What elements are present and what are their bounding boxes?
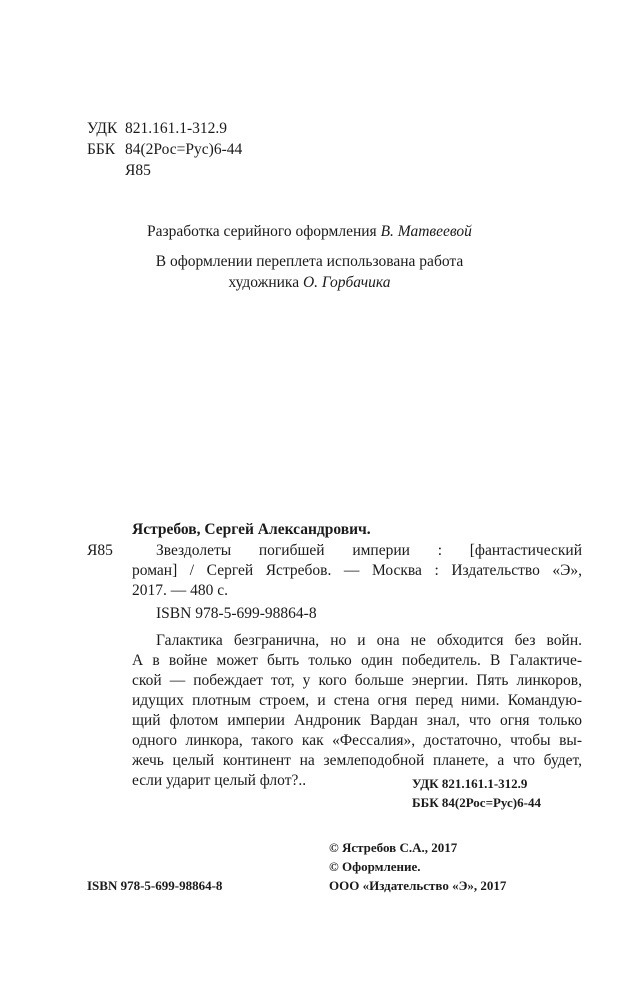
bbk-row [87,140,242,160]
record-isbn: ISBN 978-5-699-98864-8 [156,605,317,622]
annotation-line: Галактика безгранична, но и она не обходится без войн. [156,632,582,649]
record-title-line: Звездолеты погибшей империи : [фантастический [156,542,582,559]
udk-label: УДК [87,120,118,137]
author-mark-row [87,161,151,181]
cover-credit-text: В оформлении переплета использована работа [155,253,464,270]
copyright-design: © Оформление. [329,859,421,874]
series-designer-name: В. Матвеевой [380,223,472,240]
copyright-block [329,838,506,895]
record-author-heading: Ястребов, Сергей Александрович. [132,521,371,538]
annotation-line: одного линкора, такого как «Фессалия», достаточно, чтобы вы- [132,732,582,749]
annotation-line: щий флотом империи Андроник Вардан знал, что огня только [132,712,582,729]
annotation-line: идущих плотным строем, и стена огня перед ними. Командую- [132,692,582,709]
annotation-line: А в войне может быть только один победитель. В Галактиче- [132,652,582,669]
series-design-credit [0,221,619,242]
record-title-block [132,541,582,601]
annotation-line: ской — побеждает тот, у кого больше энергии. Пять линкоров, [132,672,582,689]
annotation [132,631,582,791]
bottom-codes [412,774,541,812]
cover-credit-line2 [0,272,619,293]
record-author-mark: Я85 [87,542,113,559]
udk-value: 821.161.1-312.9 [125,120,228,137]
annotation-line: если ударит целый флот?.. [132,772,307,789]
bbk-value: 84(2Рос=Рус)6-44 [125,141,243,158]
author-mark: Я85 [125,162,151,179]
isbn-bottom: ISBN 978-5-699-98864-8 [87,878,223,893]
annotation-line: жечь целый континент на землеподобной планете, а что будет, [132,752,582,769]
bottom-udk: УДК 821.161.1-312.9 [412,776,528,791]
record-title-line: роман] / Сергей Ястребов. — Москва : Издательство «Э», [132,562,582,579]
bottom-bbk: ББК 84(2Рос=Рус)6-44 [412,795,541,810]
copyright-publisher: ООО «Издательство «Э», 2017 [329,878,507,893]
record-title-line: 2017. — 480 с. [132,582,229,599]
cover-credit-line1 [0,251,619,272]
cover-artist-name: О. Горбачика [302,274,391,291]
bbk-label: ББК [87,141,116,158]
udk-row [87,119,227,139]
copyright-author: © Ястребов С.А., 2017 [329,840,458,855]
cover-artist-text: художника [228,274,303,291]
series-design-text: Разработка серийного оформления [147,223,381,240]
